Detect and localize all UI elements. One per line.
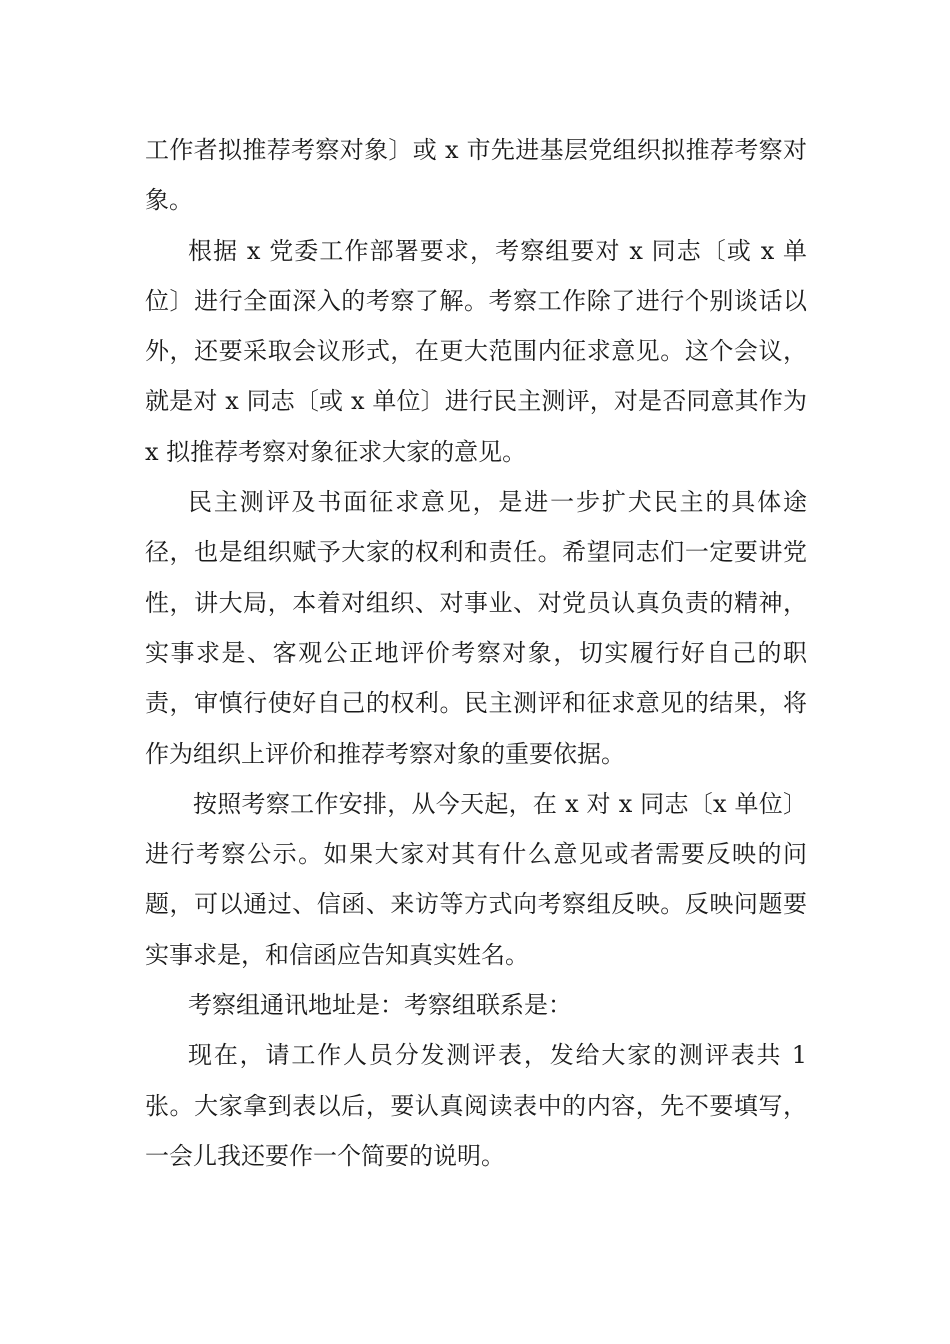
paragraph-evaluation-requirement: 根据 x 党委工作部署要求，考察组要对 x 同志〔或 x 单位〕进行全面深入的考察了解。考察工作除了进行个别谈话以外，还要采取会议形式，在更大范围内征求意见。这个会议，就是对 x 同志〔或 x 单位〕进行民主测评，对是否同意其作为 x 拟推荐考察对象征求大家的意见。: [145, 236, 807, 466]
paragraph-continuation: 工作者拟推荐考察对象〕或 x 市先进基层党组织拟推荐考察对象。: [145, 136, 807, 215]
document-body: [145, 125, 807, 1181]
paragraph-public-notice: 按照考察工作安排，从今天起，在 x 对 x 同志〔x 单位〕进行考察公示。如果大家对其有什么意见或者需要反映的问题，可以通过、信函、来访等方式向考察组反映。反映问题要实事求是，和信函应告知真实姓名。: [145, 789, 807, 969]
paragraph-distribute-forms: 现在，请工作人员分发测评表，发给大家的测评表共 1 张。大家拿到表以后，要认真阅读表中的内容，先不要填写，一会儿我还要作一个简要的说明。: [145, 1041, 807, 1170]
paragraph-democratic-evaluation: 民主测评及书面征求意见，是进一步扩犬民主的具体途径，也是组织赋予大家的权利和责任。希望同志们一定要讲党性，讲大局，本着对组织、对事业、对党员认真负责的精神，实事求是、客观公正地评价考察对象，切实履行好自己的职责，审慎行使好自己的权利。民主测评和征求意见的结果，将作为组织上评价和推荐考察对象的重要依据。: [145, 488, 807, 768]
paragraph-contact-address: 考察组通讯地址是：考察组联系是：: [188, 991, 572, 1020]
